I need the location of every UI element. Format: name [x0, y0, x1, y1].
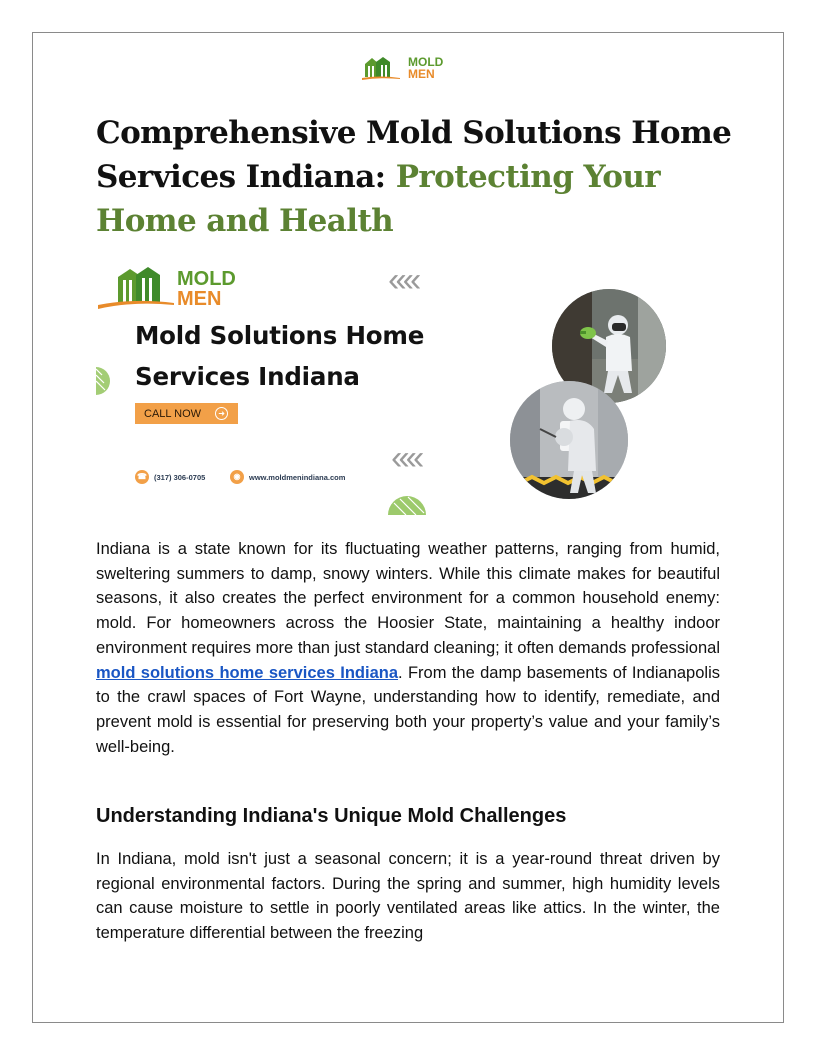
banner-logo	[98, 265, 258, 311]
website-url: www.moldmenindiana.com	[249, 472, 346, 482]
title-accent: Protecting Your Home and Health	[96, 159, 661, 239]
intro-text-before: Indiana is a state known for its fluctuating weather patterns, ranging from humid, sweltering summers to damp, snowy winters. While this climate makes for beautiful seasons, it also creates the perfect environment for a common household enemy: mold. For homeowners across the Hoosier State, maintaining a healthy indoor environment requires more than just standard cleaning; it often demands professional	[96, 540, 720, 657]
section-heading: Understanding Indiana's Unique Mold Challenges	[96, 805, 567, 827]
phone-icon: ☎	[135, 470, 149, 484]
phone-contact[interactable]	[135, 469, 205, 485]
call-now-label: CALL NOW	[144, 407, 202, 420]
building-logo-icon	[362, 54, 402, 82]
intro-paragraph	[96, 537, 720, 759]
phone-number: (317) 306-0705	[154, 472, 206, 482]
globe-icon: ◉	[230, 470, 244, 484]
website-contact[interactable]	[230, 469, 345, 485]
logo-line2: MEN	[408, 67, 435, 81]
chevrons-left-icon: ‹‹‹‹	[388, 261, 418, 299]
logo-line1: MOLD	[408, 55, 444, 69]
section-paragraph: In Indiana, mold isn't just a seasonal concern; it is a year-round threat driven by regional environmental factors. During the spring and summer, high humidity levels can cause moisture to settle in poorly ventilated areas like attics. In the winter, the temperature differential between the freezing	[96, 850, 720, 943]
banner-heading-line2: Services Indiana	[135, 362, 360, 391]
banner-logo-line1: MOLD	[177, 268, 236, 290]
chevrons-left-icon-lower: ‹‹‹‹	[391, 439, 421, 477]
header-logo	[362, 54, 454, 82]
remediation-photo-bottom	[510, 381, 628, 499]
arrow-right-icon: ➜	[215, 407, 228, 420]
title-main: Comprehensive Mold Solutions Home Services Indiana:	[96, 115, 732, 195]
banner-heading-line1: Mold Solutions Home	[135, 321, 425, 350]
technician-backpack-icon	[510, 381, 628, 499]
call-now-button[interactable]	[135, 403, 238, 424]
page-title	[96, 111, 736, 243]
intro-text-after: . From the damp basements of Indianapolis to the crawl spaces of Fort Wayne, understanding how to identify, remediate, and prevent mold is essential for preserving both your property’s value and your family’s well-being.	[96, 663, 720, 756]
hero-banner	[96, 257, 720, 515]
mold-solutions-link[interactable]: mold solutions home services Indiana	[96, 663, 399, 682]
banner-logo-line2: MEN	[177, 288, 222, 310]
banner-building-icon	[98, 265, 176, 311]
banner-heading	[135, 315, 424, 397]
